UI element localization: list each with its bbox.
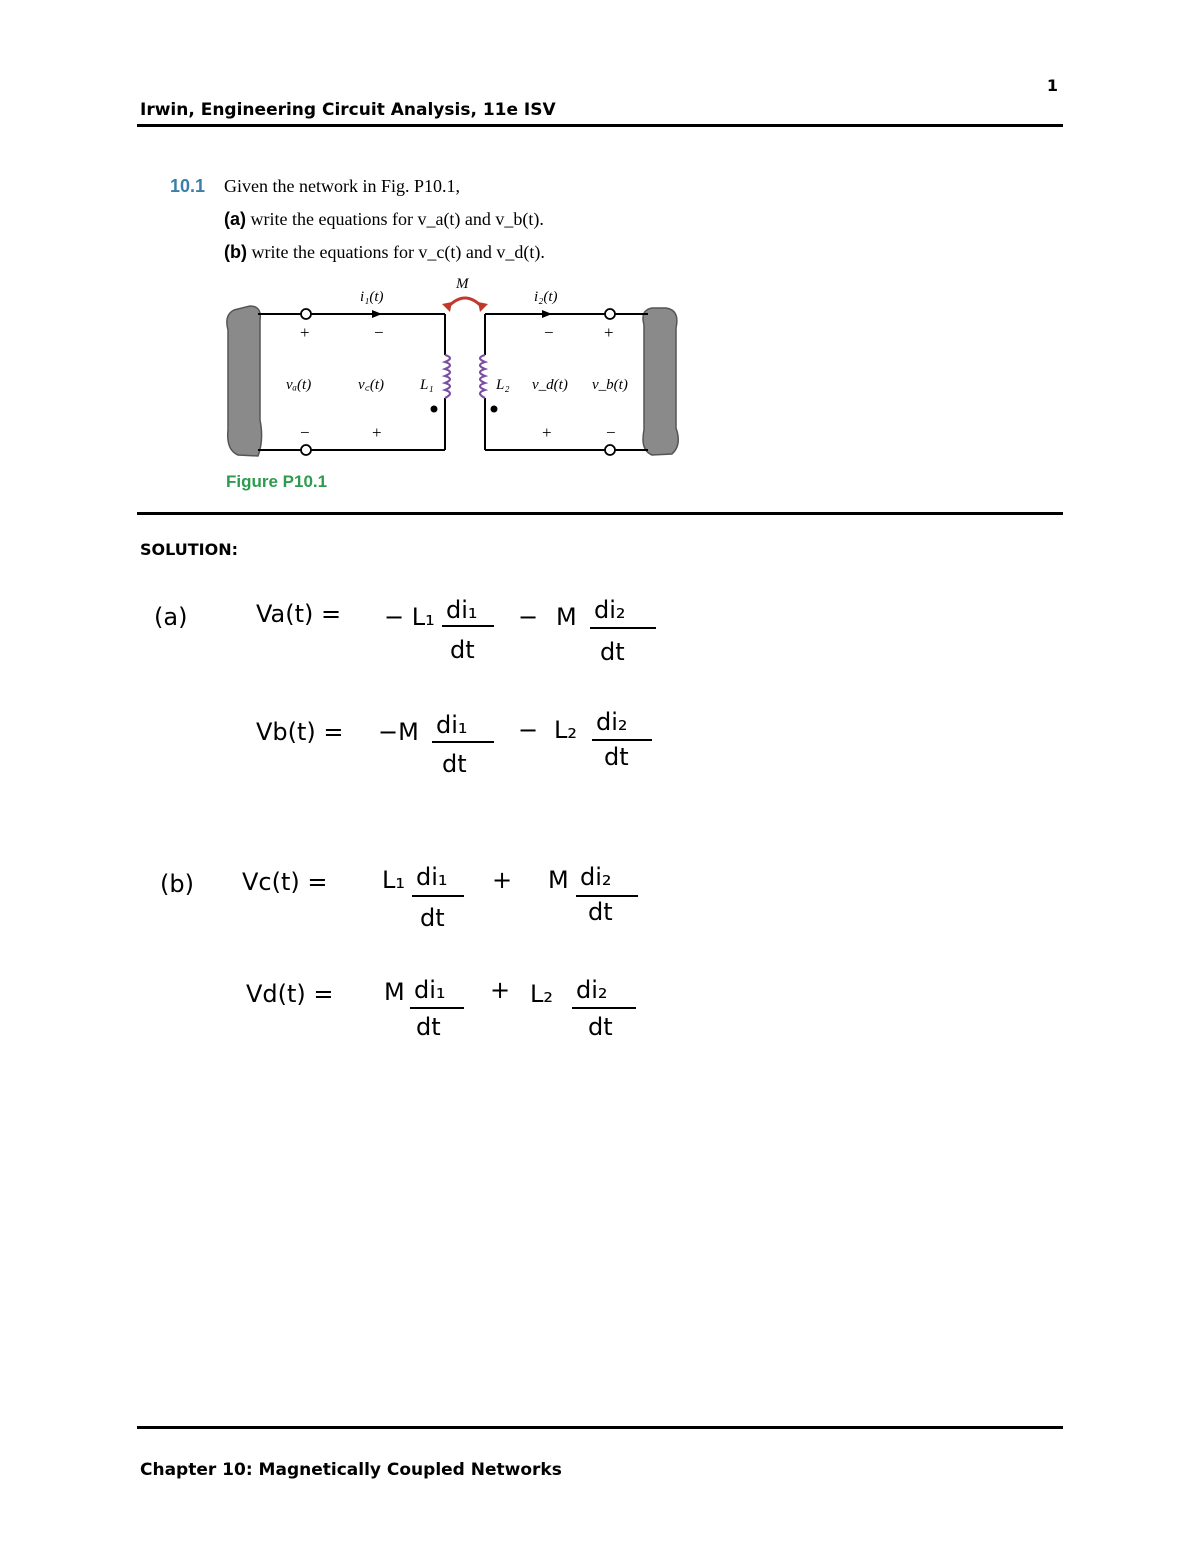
circuit-figure <box>220 270 690 500</box>
part-a-text: write the equations for v_a(t) and v_b(t). <box>250 209 544 229</box>
eq-vb-op: − <box>518 716 539 744</box>
label-l2: L₂ <box>496 377 510 393</box>
figure-caption: Figure P10.1 <box>226 472 328 491</box>
vb-plus: + <box>604 323 614 342</box>
i1-arrow <box>372 310 382 318</box>
vd-plus: + <box>542 423 552 442</box>
label-va: vₐ(t) <box>286 377 312 393</box>
dot-l2 <box>491 406 498 413</box>
part-a-label: (a) <box>224 209 246 229</box>
solution-label: SOLUTION: <box>140 540 238 559</box>
problem-part-a <box>170 203 545 236</box>
eq-va-term1: − L₁ <box>384 603 435 631</box>
eq-vc-op: + <box>492 866 513 894</box>
eq-vd-lhs: Vd(t) = <box>246 980 334 1008</box>
eq-vb-frac1-den: dt <box>442 750 467 778</box>
vc-plus: + <box>372 423 382 442</box>
header-title: Irwin, Engineering Circuit Analysis, 11e ISV <box>140 100 556 120</box>
eq-vd-frac1-den: dt <box>416 1013 441 1041</box>
eq-vc-term2: M <box>548 866 569 894</box>
eq-vc-frac1-num: di₁ <box>416 863 448 891</box>
header-rule <box>137 124 1063 127</box>
label-vb: v_b(t) <box>592 377 628 393</box>
vd-minus: − <box>544 323 554 342</box>
eq-vd-frac2-den: dt <box>588 1013 613 1041</box>
eq-va-lhs: Va(t) = <box>256 600 342 628</box>
eq-vb-term1: −M <box>378 718 419 746</box>
mutual-arc <box>447 298 483 308</box>
eq-vd-frac2-num: di₂ <box>576 976 608 1004</box>
eq-vd-term2: L₂ <box>530 980 553 1008</box>
eq-vc-lhs: Vc(t) = <box>242 868 328 896</box>
problem-part-b <box>170 236 545 269</box>
coil-l2 <box>480 355 485 398</box>
va-minus: − <box>300 423 310 442</box>
problem-statement <box>170 170 545 269</box>
page-number: 1 <box>1046 76 1058 95</box>
eq-va-frac2-num: di₂ <box>594 596 626 624</box>
eq-vd-op: + <box>490 976 511 1004</box>
right-source-shading <box>643 308 678 455</box>
eq-vb-frac1-num: di₁ <box>436 711 468 739</box>
problem-intro <box>170 170 545 203</box>
eq-va-frac2-den: dt <box>600 638 625 666</box>
eq-vd-term1: M <box>384 978 405 1006</box>
coil-l1 <box>445 355 450 398</box>
eq-vb-frac2-num: di₂ <box>596 708 628 736</box>
eq-va-frac1-num: di₁ <box>446 596 478 624</box>
part-b-label: (b) <box>160 870 194 898</box>
footer-chapter: Chapter 10: Magnetically Coupled Networks <box>140 1460 562 1480</box>
problem-intro-text: Given the network in Fig. P10.1, <box>224 176 460 196</box>
mutual-arrowhead-left <box>442 302 452 312</box>
terminals <box>301 309 615 455</box>
eq-va-frac1-den: dt <box>450 636 475 664</box>
label-i1: i₁(t) <box>360 289 384 305</box>
mutual-arrowhead-right <box>478 302 488 312</box>
problem-rule <box>137 512 1063 515</box>
handwritten-solution <box>140 580 700 1060</box>
label-vd: v_d(t) <box>532 377 568 393</box>
eq-vc-frac2-den: dt <box>588 898 613 926</box>
va-plus: + <box>300 323 310 342</box>
eq-vb-term2: L₂ <box>554 716 577 744</box>
vb-minus: − <box>606 423 616 442</box>
left-source-shading <box>227 306 262 456</box>
footer-rule <box>137 1426 1063 1429</box>
vc-minus: − <box>374 323 384 342</box>
eq-va-op: − <box>518 603 539 631</box>
label-m: M <box>456 276 469 292</box>
dot-l1 <box>431 406 438 413</box>
eq-vc-frac2-num: di₂ <box>580 863 612 891</box>
i2-arrow <box>542 310 552 318</box>
eq-vc-term1: L₁ <box>382 866 405 894</box>
part-b-text: write the equations for v_c(t) and v_d(t). <box>251 242 545 262</box>
label-l1: L₁ <box>420 377 434 393</box>
eq-va-term2: M <box>556 603 577 631</box>
eq-vb-frac2-den: dt <box>604 743 629 771</box>
eq-vd-frac1-num: di₁ <box>414 976 446 1004</box>
eq-vb-lhs: Vb(t) = <box>256 718 344 746</box>
eq-vc-frac1-den: dt <box>420 904 445 932</box>
part-b-label: (b) <box>224 242 247 262</box>
part-a-label: (a) <box>154 603 188 631</box>
problem-number: 10.1 <box>170 176 206 196</box>
label-vc: v꜀(t) <box>358 377 385 393</box>
label-i2: i₂(t) <box>534 289 558 305</box>
